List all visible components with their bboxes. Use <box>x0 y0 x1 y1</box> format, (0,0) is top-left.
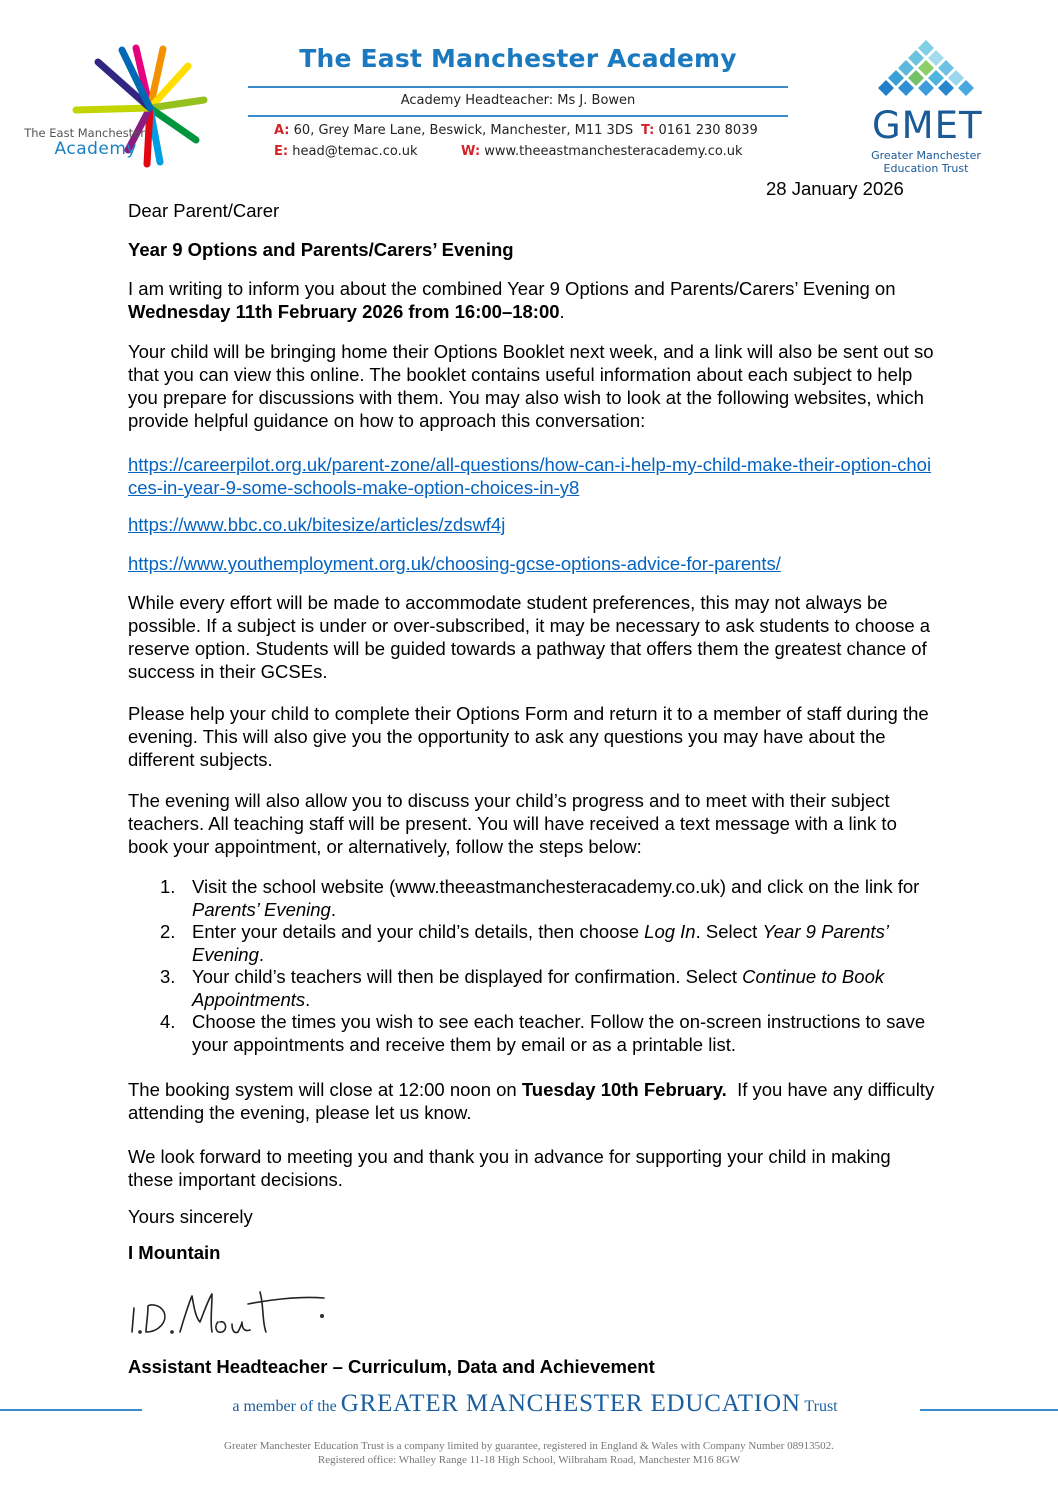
member-suffix: Trust <box>800 1398 838 1415</box>
step-text-end: . <box>330 898 336 920</box>
header-divider-top <box>248 86 788 88</box>
booking-steps-list <box>128 876 938 1056</box>
email-label: E: <box>274 144 289 159</box>
handwritten-signature-icon <box>128 1282 338 1340</box>
web-line <box>461 144 743 159</box>
paragraph-preferences: While every effort will be made to accommodate student preferences, this may not always be possible. If a subject is under or over-subscribed, it may be necessary to ask students to choose a reserve option. Students will be guided towards a pathway that offers them the greatest chance of success in their GCSEs. <box>128 592 931 682</box>
letter-date: 28 January 2026 <box>766 178 904 199</box>
salutation: Dear Parent/Carer <box>128 200 280 221</box>
step-number: 1. <box>160 876 176 897</box>
company-registration: Greater Manchester Education Trust is a company limited by guarantee, registered in England & Wales with Company Number 08913502. <box>224 1440 834 1452</box>
step-text: Choose the times you wish to see each teacher. Follow the on-screen instructions to save your appointments and receive them by email or as a printable list. <box>192 1011 926 1055</box>
header-divider-bottom <box>248 115 788 117</box>
gmet-diamond-icon <box>866 38 986 108</box>
step-text-mid: . Select <box>695 921 763 942</box>
step-item <box>128 1011 938 1056</box>
link-careerpilot <box>128 453 938 499</box>
email-line <box>274 144 417 159</box>
step-text: Visit the school website (www.theeastmanchesteracademy.co.uk) and click on the link for <box>192 876 920 897</box>
step-number: 4. <box>160 1011 176 1032</box>
logo-text-line2: Academy <box>54 139 137 159</box>
paragraph-thanks: We look forward to meeting you and thank you in advance for supporting your child in making these important decisions. <box>128 1146 891 1190</box>
signatory-role: Assistant Headteacher – Curriculum, Data and Achievement <box>128 1356 655 1377</box>
bbc-bitesize-link[interactable]: https://www.bbc.co.uk/bitesize/articles/zdswf4j <box>128 514 506 535</box>
step-emphasis-2: Year 9 Parents’ Evening <box>192 921 888 965</box>
step-text: Enter your details and your child’s details, then choose <box>192 921 645 942</box>
school-name: The East Manchester Academy <box>299 44 737 73</box>
paragraph-booklet: Your child will be bringing home their Options Booklet next week, and a link will also be sent out so that you can view this online. The booklet contains useful information about each subject to help you prepare for discussions with them. You may also wish to look at the following websites, which provide helpful guidance on how to approach this conversation: <box>128 341 934 431</box>
academy-logo <box>20 40 220 170</box>
youthemployment-link[interactable]: https://www.youthemployment.org.uk/choosing-gcse-options-advice-for-parents/ <box>128 553 781 574</box>
address-label: A: <box>274 123 290 138</box>
step-text: Your child’s teachers will then be displayed for confirmation. Select <box>192 966 743 987</box>
step-emphasis: Continue to Book Appointments <box>192 966 885 1010</box>
web-text[interactable]: www.theeastmanchesteracademy.co.uk <box>484 144 743 159</box>
web-label: W: <box>461 144 481 159</box>
trust-name: GREATER MANCHESTER EDUCATION <box>340 1390 801 1417</box>
gmet-wordmark: GMET <box>872 104 983 147</box>
careerpilot-link[interactable]: https://careerpilot.org.uk/parent-zone/all-questions/how-can-i-help-my-child-make-their-option-choices-in-year-9-some-schools-make-option-choices-in-y8 <box>128 454 932 498</box>
registered-office: Registered office: Whalley Range 11-18 High School, Wilbraham Road, Manchester M16 8GW <box>317 1454 741 1466</box>
step-text-end: . <box>305 988 311 1010</box>
intro-text: I am writing to inform you about the combined Year 9 Options and Parents/Carers’ Evening on <box>128 278 896 299</box>
headteacher-line: Academy Headteacher: Ms J. Bowen <box>400 93 636 108</box>
closing: Yours sincerely <box>128 1206 253 1227</box>
logo-text-line1: The East Manchester <box>24 126 145 140</box>
paragraph-options-form: Please help your child to complete their Options Form and return it to a member of staff during the evening. This will also give you the opportunity to ask any questions you may have about the different subjects. <box>128 703 929 770</box>
phone-label: T: <box>641 123 655 138</box>
footer-rule-right <box>920 1409 1058 1411</box>
booking-close-text: The booking system will close at 12:00 noon on <box>128 1079 522 1100</box>
gmet-subtitle-1: Greater Manchester <box>871 149 981 162</box>
phone-line <box>641 123 758 138</box>
address-line <box>274 123 633 138</box>
address-text: 60, Grey Mare Lane, Beswick, Manchester, M11 3DS <box>293 123 634 138</box>
signatory-name: I Mountain <box>128 1242 221 1263</box>
footer-rule-left <box>0 1409 142 1411</box>
link-bbc <box>128 513 938 536</box>
step-item <box>128 921 938 966</box>
step-number: 3. <box>160 966 176 987</box>
letter-subject: Year 9 Options and Parents/Carers’ Evening <box>128 239 514 260</box>
step-emphasis: Log In <box>644 921 696 942</box>
step-text-end: . <box>258 943 264 965</box>
trust-membership <box>152 1390 918 1418</box>
step-item <box>128 966 938 1011</box>
step-emphasis: Parents’ Evening <box>192 898 331 920</box>
gmet-subtitle-2: Education Trust <box>883 162 969 175</box>
email-text[interactable]: head@temac.co.uk <box>292 144 418 159</box>
phone-text: 0161 230 8039 <box>658 123 758 138</box>
step-item <box>128 876 938 921</box>
paragraph-progress: The evening will also allow you to discuss your child’s progress and to meet with their subject teachers. All teaching staff will be present. You will have received a text message with a link to book your appointment, or alternatively, follow the steps below: <box>128 790 897 857</box>
link-youthemployment <box>128 552 938 575</box>
gmet-logo <box>866 38 986 178</box>
paragraph-intro <box>128 277 938 323</box>
member-prefix: a member of the <box>232 1398 341 1415</box>
intro-end: . <box>559 301 565 322</box>
step-number: 2. <box>160 921 176 942</box>
event-date-time: Wednesday 11th February 2026 from 16:00–18:00 <box>128 301 560 322</box>
paragraph-booking-close <box>128 1078 938 1124</box>
signature <box>128 1282 338 1345</box>
booking-close-date: Tuesday 10th February. <box>521 1079 727 1100</box>
booking-close-text-end: If you have any difficulty attending the evening, please let us know. <box>128 1079 940 1123</box>
